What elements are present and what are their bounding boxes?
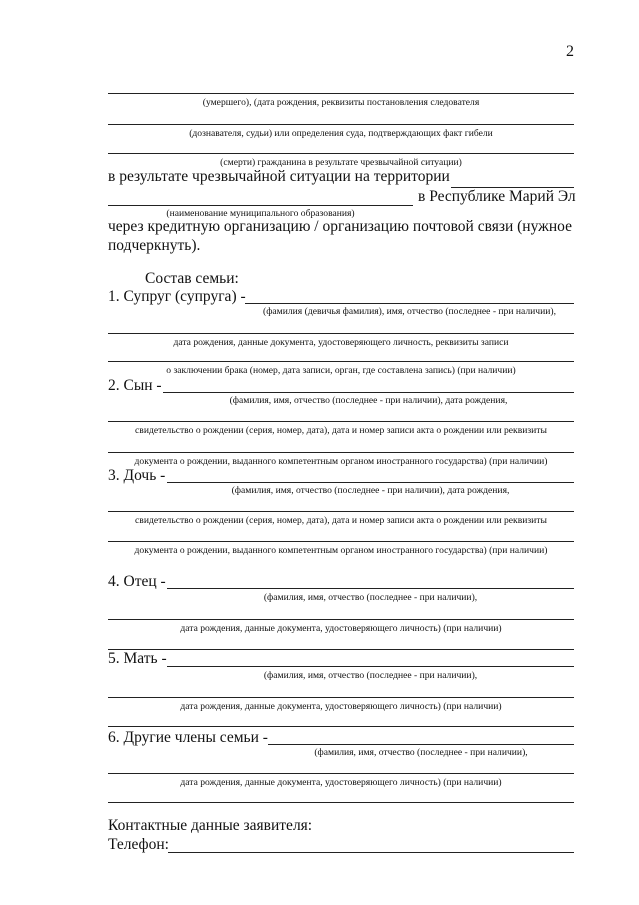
son-line-2[interactable] <box>108 421 574 422</box>
phone-field[interactable] <box>168 852 574 853</box>
caption-investigator: (дознавателя, судьи) или определения суда, подтверждающих факт гибели <box>189 128 493 139</box>
caption-death: (смерти) гражданина в результате чрезвычайной ситуации) <box>220 157 462 168</box>
text-through-org: через кредитную организацию / организацию почтовой связи (нужное <box>108 218 572 235</box>
caption-son-foreign: документа о рождении, выданного компетентным органом иностранного государства) (при наличии) <box>134 456 548 467</box>
caption-daughter-cert: свидетельство о рождении (серия, номер, дата), дата и номер записи акта о рождении или реквизиты <box>135 515 547 526</box>
spouse-field[interactable] <box>245 303 574 304</box>
municipality-field[interactable] <box>108 205 413 206</box>
son-line-3[interactable] <box>108 452 574 453</box>
daughter-line-2[interactable] <box>108 511 574 512</box>
blank-line[interactable] <box>108 153 574 154</box>
caption-spouse-doc: дата рождения, данные документа, удостоверяющего личность, реквизиты записи <box>173 337 509 348</box>
daughter-label: 3. Дочь - <box>108 467 166 484</box>
caption-deceased: (умершего), (дата рождения, реквизиты постановления следователя <box>202 97 480 108</box>
caption-son-cert: свидетельство о рождении (серия, номер, дата), дата и номер записи акта о рождении или реквизиты <box>135 425 547 436</box>
mother-line-3[interactable] <box>108 726 574 727</box>
contacts-title: Контактные данные заявителя: <box>108 817 313 834</box>
caption-daughter-foreign: документа о рождении, выданного компетентным органом иностранного государства) (при наличии) <box>134 545 548 556</box>
caption-father-doc: дата рождения, данные документа, удостоверяющего личность) (при наличии) <box>180 623 502 634</box>
page-number: 2 <box>566 43 574 60</box>
others-field[interactable] <box>268 744 574 745</box>
mother-label: 5. Мать - <box>108 650 167 667</box>
spouse-line-3[interactable] <box>108 361 574 362</box>
mother-field[interactable] <box>167 666 574 667</box>
caption-marriage: о заключении брака (номер, дата записи, орган, где составлена запись) (при наличии) <box>166 365 516 376</box>
spouse-line-2[interactable] <box>108 333 574 334</box>
spouse-label: 1. Супруг (супруга) - <box>108 288 246 305</box>
family-title: Состав семьи: <box>145 270 239 287</box>
others-label: 6. Другие члены семьи - <box>108 729 268 746</box>
caption-spouse-fio: (фамилия (девичья фамилия), имя, отчество (последнее - при наличии), <box>263 306 556 317</box>
father-field[interactable] <box>167 588 574 589</box>
text-emergency-territory: в результате чрезвычайной ситуации на территории <box>108 168 450 185</box>
caption-mother-doc: дата рождения, данные документа, удостоверяющего личность) (при наличии) <box>180 701 502 712</box>
daughter-field[interactable] <box>167 482 574 483</box>
daughter-line-3[interactable] <box>108 541 574 542</box>
phone-label: Телефон: <box>108 836 169 853</box>
father-line-2[interactable] <box>108 619 574 620</box>
father-label: 4. Отец - <box>108 573 166 590</box>
son-field[interactable] <box>163 392 574 393</box>
father-line-3[interactable] <box>108 649 574 650</box>
text-republic: в Республике Марий Эл <box>418 188 576 205</box>
caption-son-fio: (фамилия, имя, отчество (последнее - при наличии), дата рождения, <box>229 395 508 406</box>
caption-mother-fio: (фамилия, имя, отчество (последнее - при наличии), <box>263 670 478 681</box>
caption-others-fio: (фамилия, имя, отчество (последнее - при наличии), <box>314 747 528 758</box>
caption-others-doc: дата рождения, данные документа, удостоверяющего личность) (при наличии) <box>180 777 502 788</box>
caption-municipality: (наименование муниципального образования) <box>166 208 355 219</box>
blank-line[interactable] <box>108 124 574 125</box>
others-line-2[interactable] <box>108 773 574 774</box>
blank-line[interactable] <box>108 93 574 94</box>
mother-line-2[interactable] <box>108 697 574 698</box>
text-underline-note: подчеркнуть). <box>108 237 201 254</box>
caption-father-fio: (фамилия, имя, отчество (последнее - при наличии), <box>263 592 478 603</box>
caption-daughter-fio: (фамилия, имя, отчество (последнее - при наличии), дата рождения, <box>231 485 510 496</box>
others-line-3[interactable] <box>108 802 574 803</box>
son-label: 2. Сын - <box>108 377 162 394</box>
